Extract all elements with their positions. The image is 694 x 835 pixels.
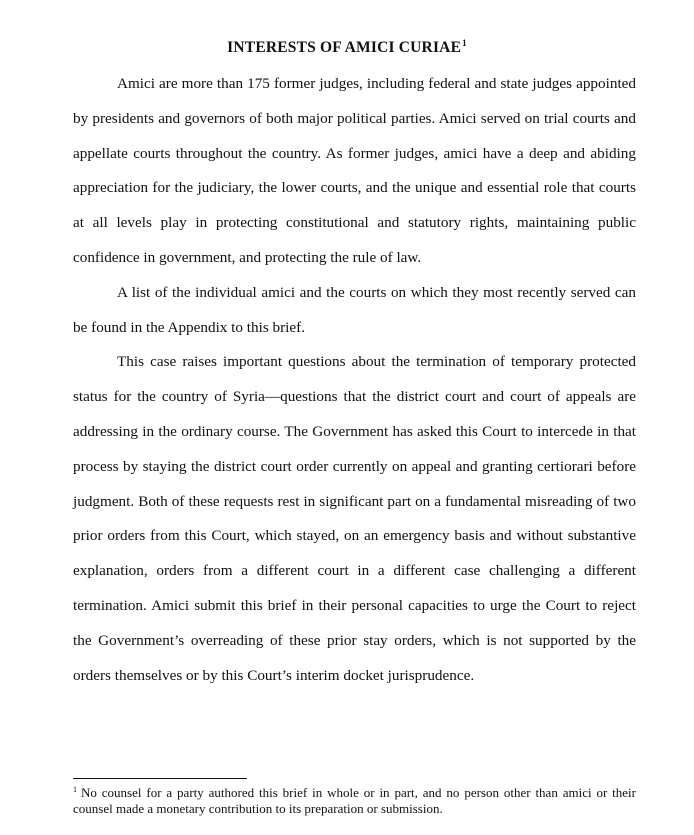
footnote-marker: 1 <box>73 784 77 794</box>
section-heading-text: INTERESTS OF AMICI CURIAE <box>227 39 462 56</box>
paragraph-case-summary: This case raises important questions about the termination of temporary protected status for the country of Syria—questions that the district court and court of appeals are addressing in the ordinary course. The Government has asked this Court to intercede in that process by staying the district court order currently on appeal and granting certiorari before judgment. Both of these requests rest in significant part on a fundamental misreading of two prior orders from this Court, which stayed, on an emergency basis and without substantive explanation, orders from a different court in a different case challenging a different termination. Amici submit this brief in their personal capacities to urge the Court to reject the Government’s overreading of these prior stay orders, which is not supported by the orders themselves or by this Court’s interim docket jurisprudence. <box>73 353 636 684</box>
paragraph-appendix-reference: A list of the individual amici and the courts on which they most recently served can be found in the Appendix to this brief. <box>73 283 636 336</box>
paragraph-amici-description: Amici are more than 175 former judges, including federal and state judges appointed by presidents and governors of both major political parties. Amici served on trial courts and appellate courts throughout the country. As former judges, amici have a deep and abiding appreciation for the judiciary, the lower courts, and the unique and essential role that courts at all levels play in protecting constitutional and statutory rights, maintaining public confidence in government, and protecting the rule of law. <box>73 75 636 266</box>
footnote-divider <box>73 778 247 779</box>
footnote <box>73 785 636 817</box>
body-text <box>73 67 636 693</box>
footnote-text: No counsel for a party authored this brief in whole or in part, and no person other than amici or their counsel made a monetary contribution to its preparation or submission. <box>73 785 636 816</box>
footnote-reference[interactable]: 1 <box>462 37 467 48</box>
section-heading <box>0 38 694 58</box>
